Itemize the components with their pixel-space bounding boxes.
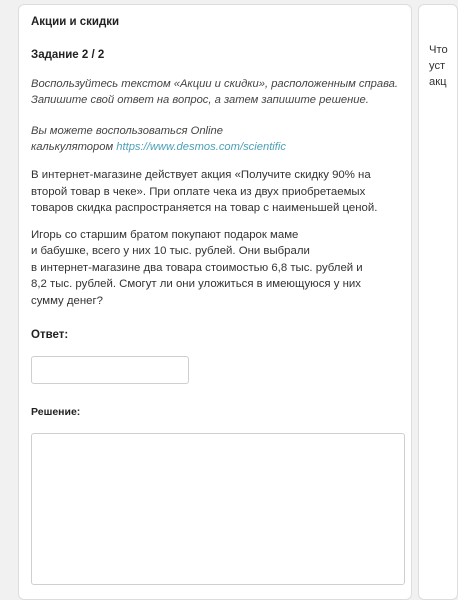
answer-label: Ответ: [31,329,69,341]
calculator-note [31,123,399,155]
paragraph-line: второй товар в чеке». При оплате чека из двух приобретаемых [31,185,366,198]
problem-paragraph-1 [31,167,399,217]
paragraph-line: 8,2 тыс. рублей. Смогут ли они уложиться в имеющуюся у них [31,278,361,290]
instruction-text [31,76,399,108]
panel-text-line: уст [429,60,446,72]
calculator-note-line: калькулятором [31,141,114,153]
task-card [18,4,412,600]
problem-paragraph-2 [31,227,399,310]
panel-text-line: Что [429,44,448,56]
paragraph-line: сумму денег? [31,294,104,307]
solution-label: Решение: [31,406,81,418]
paragraph-line: в интернет-магазине два товара стоимостью 6,8 тыс. рублей и [31,261,363,274]
paragraph-line: Игорь со старшим братом покупают подарок маме [31,228,299,241]
text-panel-right[interactable] [418,4,458,600]
instruction-line: Воспользуйтесь текстом «Акции и скидки», расположенным справа. [31,78,399,90]
instruction-line: Запишите свой ответ на вопрос, а затем запишите решение. [31,94,369,106]
paragraph-line: товаров скидка распространяется на товар с наименьшей ценой. [31,202,378,214]
panel-text-line: акц [429,76,447,88]
solution-textarea[interactable] [31,433,405,585]
answer-input[interactable] [31,356,189,384]
task-number: Задание 2 / 2 [31,49,105,61]
paragraph-line: В интернет-магазине действует акция «Получите скидку 90% на [31,169,371,181]
paragraph-line: и бабушке, всего у них 10 тыс. рублей. Они выбрали [31,245,310,257]
calculator-note-line: Вы можете воспользоваться Online [31,125,223,137]
card-title: Акции и скидки [31,16,120,28]
calculator-link[interactable]: https://www.desmos.com/scientific [116,141,286,153]
